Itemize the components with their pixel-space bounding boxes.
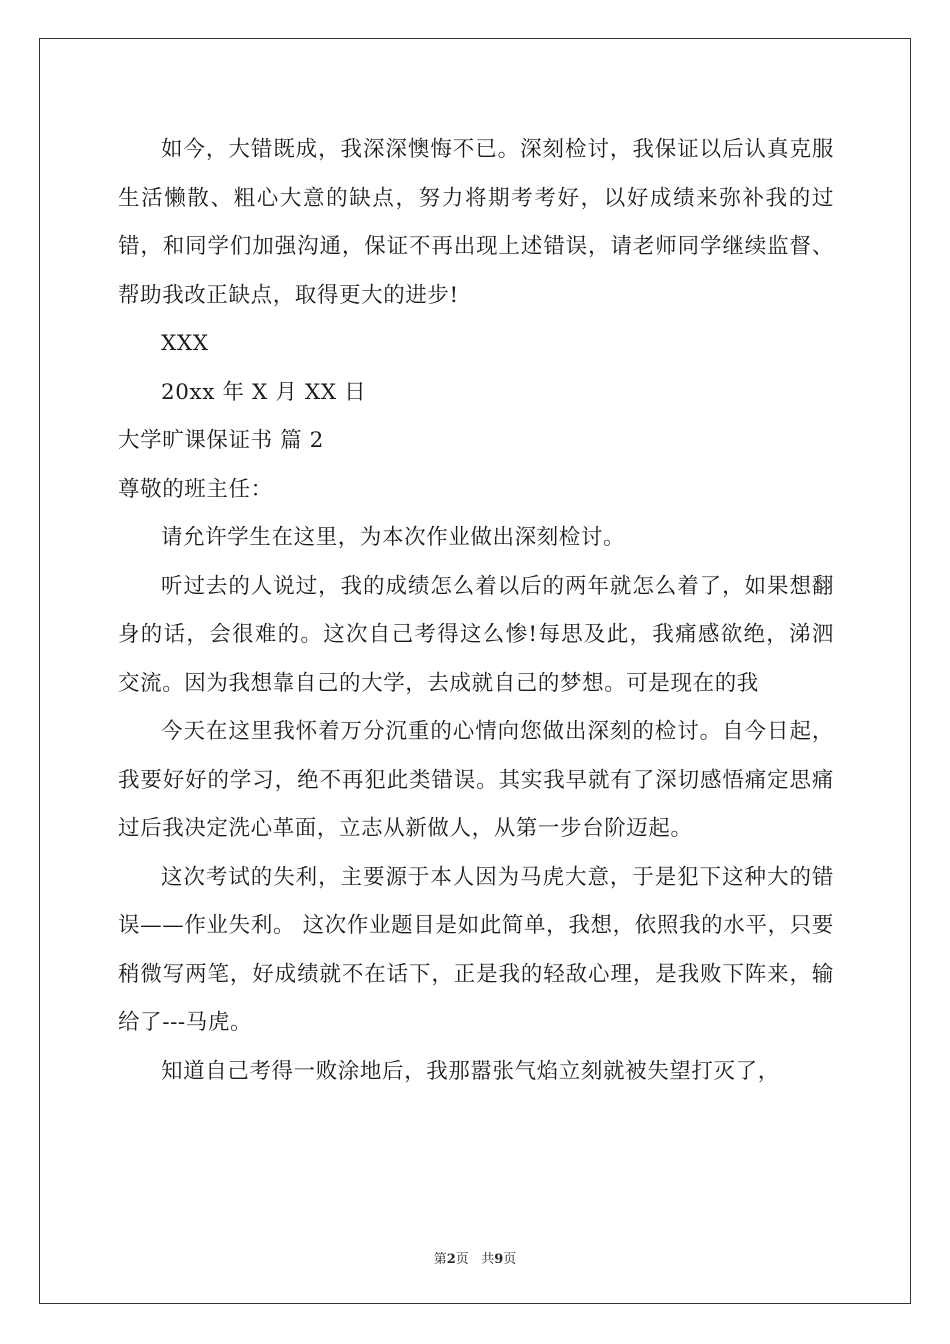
document-body: [118, 126, 834, 1096]
signature-date: 20xx 年 X 月 XX 日: [161, 379, 367, 405]
paragraph: 听过去的人说过，我的成绩怎么着以后的两年就怎么着了，如果想翻身的话，会很难的。这次自己考得这么惨!每思及此，我痛感欲绝，涕泗交流。因为我想靠自己的大学，去成就自己的梦想。可是现在的我: [118, 573, 834, 696]
signature-name: XXX: [161, 331, 209, 356]
total-suffix: 页: [503, 1252, 517, 1267]
paragraph: 今天在这里我怀着万分沉重的心情向您做出深刻的检讨。自今日起，我要好好的学习，绝不再犯此类错误。其实我早就有了深切感悟痛定思痛过后我决定洗心革面，立志从新做人，从第一步台阶迈起。: [118, 719, 834, 841]
page-prefix: 第: [433, 1252, 447, 1267]
paragraph: 知道自己考得一败涂地后，我那嚣张气焰立刻就被失望打灭了，: [161, 1058, 780, 1084]
total-pages: 9: [494, 1252, 504, 1267]
paragraph: 这次考试的失利，主要源于本人因为马虎大意，于是犯下这种大的错误——作业失利。 这次作业题目是如此简单，我想，依照我的水平，只要稍微写两笔，好成绩就不在话下，正是我的轻敌心理，是我败下阵来，输给了---马虎。: [118, 864, 834, 1035]
page-suffix: 页: [455, 1252, 469, 1267]
page-number: 2: [446, 1252, 456, 1267]
salutation: 尊敬的班主任：: [118, 476, 273, 502]
paragraph: 请允许学生在这里，为本次作业做出深刻检讨。: [161, 525, 626, 550]
section-title: 大学旷课保证书 篇 2: [118, 428, 324, 453]
total-prefix: 共: [481, 1252, 495, 1267]
page-footer: [0, 1248, 950, 1267]
paragraph: 如今，大错既成，我深深懊悔不已。深刻检讨，我保证以后认真克服生活懒散、粗心大意的缺点，努力将期考考好，以好成绩来弥补我的过错，和同学们加强沟通，保证不再出现上述错误，请老师同学继续监督、帮助我改正缺点，取得更大的进步!: [118, 137, 834, 308]
